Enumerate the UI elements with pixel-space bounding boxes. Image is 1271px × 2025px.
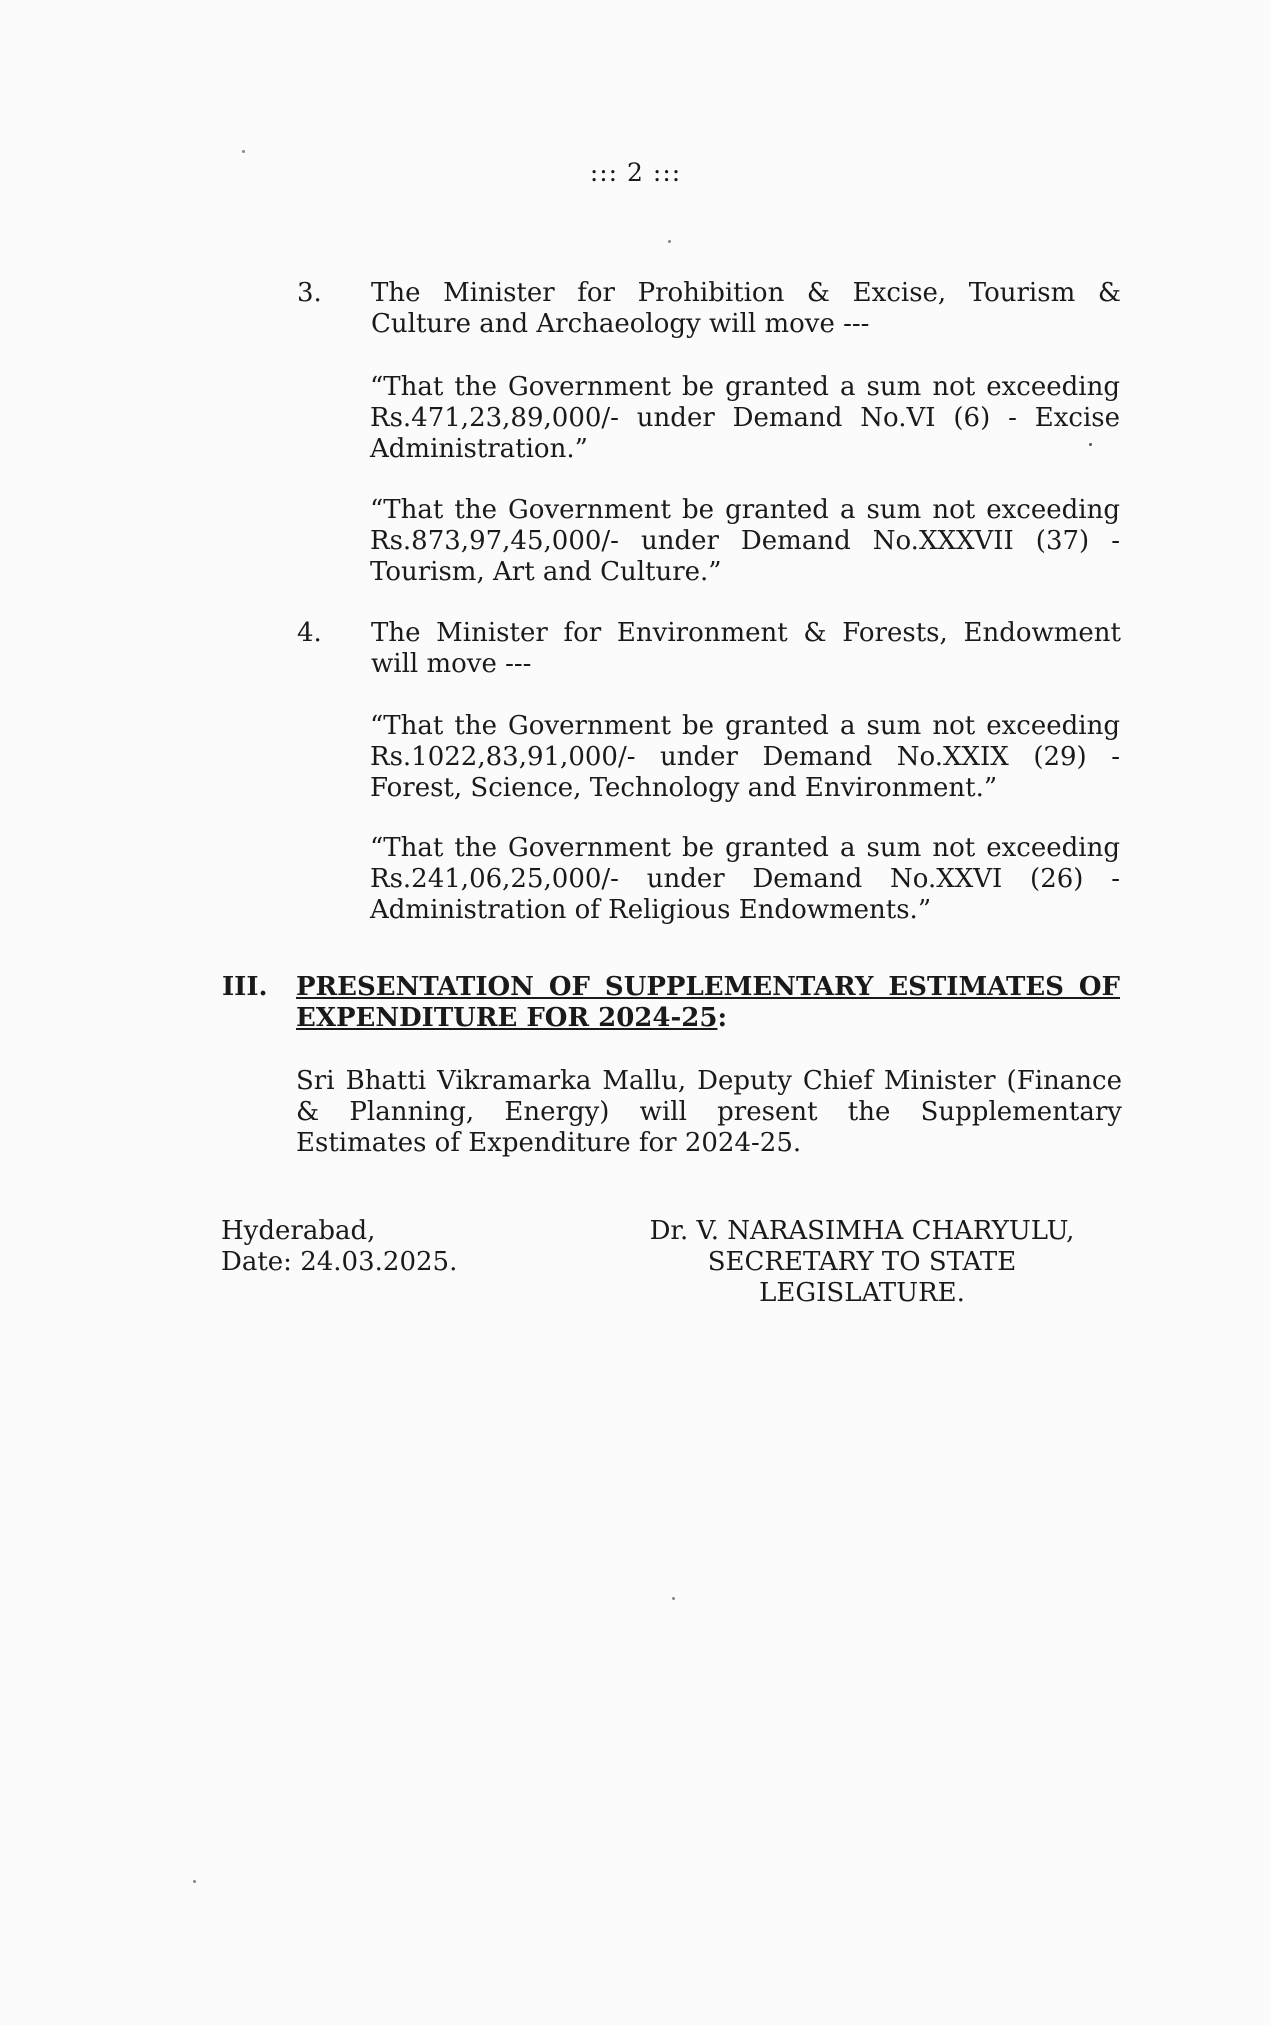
section-title-colon: : [717,1003,728,1033]
section-title-line2: EXPENDITURE FOR 2024-25 [296,1003,718,1033]
motion [370,711,1120,804]
section-title [296,972,1120,1034]
date: Date: 24.03.2025. [221,1247,458,1277]
motion [370,372,1120,465]
signatory-name: Dr. V. NARASIMHA CHARYULU, [649,1216,1075,1246]
section-body [296,1066,1122,1159]
place: Hyderabad, [221,1216,376,1246]
place-date-block [221,1216,457,1278]
section-number: III. [222,972,268,1002]
motion-text: “That the Government be granted a sum not exceeding Rs.241,06,25,000/- under Demand No.XXVI (26) - Administration of Religious Endowments.” [370,833,1120,925]
motion-text: “That the Government be granted a sum not exceeding Rs.873,97,45,000/- under Demand No.XXXVII (37) - Tourism, Art and Culture.” [370,495,1120,587]
scan-speck [672,1597,675,1600]
motion [370,495,1120,588]
signatory-title: SECRETARY TO STATE LEGISLATURE. [707,1247,1017,1308]
section-body-text: Sri Bhatti Vikramarka Mallu, Deputy Chief Minister (Finance & Planning, Energy) will present the Supplementary Estimates of Expenditure for 2024-25. [296,1066,1122,1158]
item-number: 3. [297,278,322,308]
item-number: 4. [297,618,322,648]
item-intro [371,618,1121,680]
item-intro-text: The Minister for Environment & Forests, Endowment will move --- [371,618,1121,679]
scan-speck [242,150,245,153]
item-intro [371,278,1121,340]
item-intro-text: The Minister for Prohibition & Excise, Tourism & Culture and Archaeology will move --- [371,278,1121,339]
scan-speck [193,1880,196,1883]
motion-text: “That the Government be granted a sum not exceeding Rs.1022,83,91,000/- under Demand No.XXIX (29) - Forest, Science, Technology and Environment.” [370,711,1120,803]
signatory-block [612,1216,1112,1309]
section-title-line1: PRESENTATION OF SUPPLEMENTARY ESTIMATES OF [296,972,1120,1002]
motion-text: “That the Government be granted a sum not exceeding Rs.471,23,89,000/- under Demand No.VI (6) - Excise Administration.” [370,372,1120,464]
page-number: ::: 2 ::: [589,158,682,187]
motion [370,833,1120,926]
scan-speck [668,240,671,243]
scan-speck [1089,443,1092,446]
